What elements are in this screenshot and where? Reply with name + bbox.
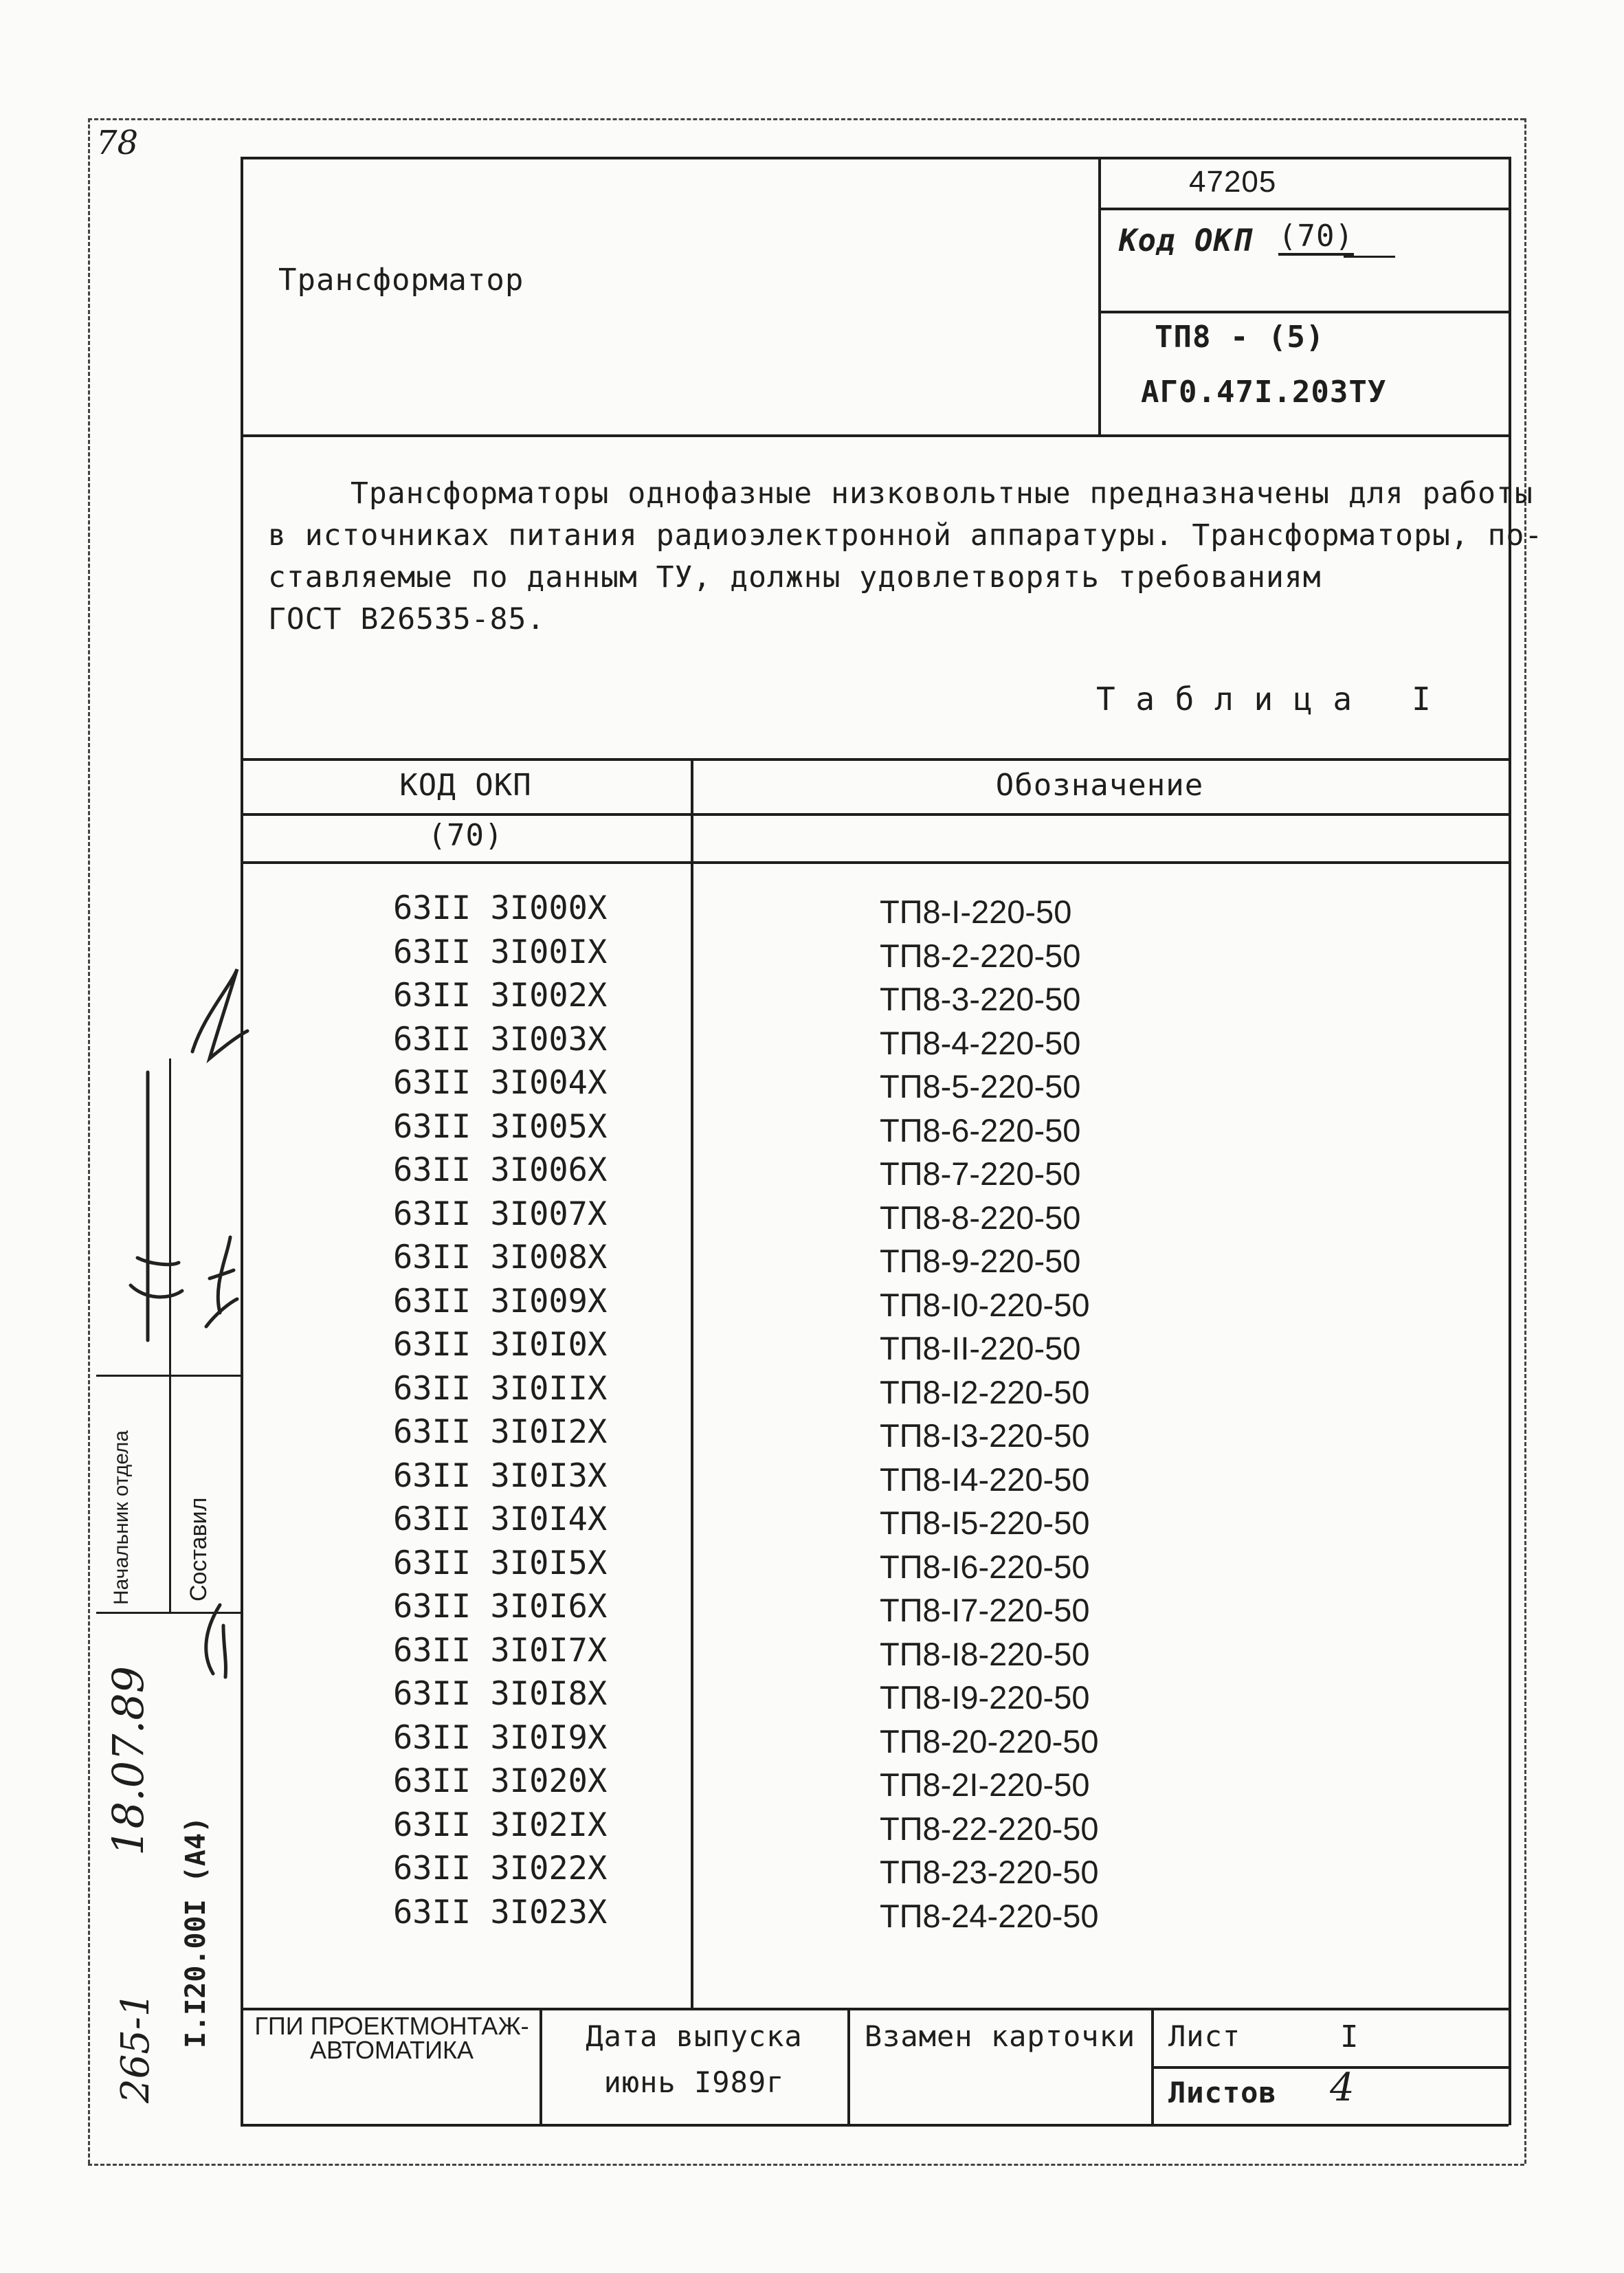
row-designation: ТП8-2-220-50 bbox=[880, 937, 1081, 974]
footer-divider-2 bbox=[847, 2008, 850, 2125]
product-title: Трансформатор bbox=[278, 263, 524, 298]
signature-mark bbox=[192, 969, 247, 1058]
designation-column bbox=[880, 890, 1099, 1938]
row-code: 63II 3I007X bbox=[393, 1195, 608, 1233]
row-designation: ТП8-8-220-50 bbox=[880, 1199, 1081, 1236]
code-column bbox=[393, 887, 607, 1934]
row-code: 63II 3I0I9X bbox=[393, 1718, 608, 1757]
release-label: Дата выпуска bbox=[586, 2019, 803, 2053]
signature-mark bbox=[206, 1605, 226, 1677]
frame-right-dashed bbox=[1524, 118, 1526, 2164]
row-code: 63II 3I0I0X bbox=[393, 1326, 608, 1364]
row-code: 63II 3I005X bbox=[393, 1107, 608, 1146]
row-designation: ТП8-23-220-50 bbox=[880, 1854, 1099, 1890]
row-code: 63II 3I0I4X bbox=[393, 1500, 608, 1538]
organization: ГПИ ПРОЕКТМОНТАЖ- АВТОМАТИКА bbox=[254, 2012, 529, 2064]
row-designation: ТП8-I9-220-50 bbox=[880, 1679, 1090, 1716]
row-code: 63II 3I0I3X bbox=[393, 1456, 608, 1495]
row-designation: ТП8-2I-220-50 bbox=[880, 1766, 1090, 1803]
row-designation: ТП8-I6-220-50 bbox=[880, 1548, 1090, 1585]
okp-label: Код ОКП bbox=[1119, 223, 1252, 258]
row-code: 63II 3I02IX bbox=[393, 1806, 608, 1844]
type-designation: ТП8 - (5) bbox=[1155, 320, 1325, 355]
signature-date: 18.07.89 bbox=[103, 1665, 153, 1856]
row-code: 63II 3I006X bbox=[393, 1151, 608, 1189]
row-designation: ТП8-I3-220-50 bbox=[880, 1417, 1090, 1454]
row-designation: ТП8-I0-220-50 bbox=[880, 1286, 1090, 1323]
composer-label: Составил bbox=[186, 1497, 212, 1601]
description-line: в источниках питания радиоэлектронной аппаратуры. Трансформаторы, по- bbox=[268, 518, 1544, 553]
header-rule-1 bbox=[1098, 208, 1509, 210]
col-code-header: КОД ОКП bbox=[399, 768, 532, 803]
spec-number: АГ0.47I.203ТУ bbox=[1141, 375, 1387, 410]
table-caption: Т а б л и ц а I bbox=[1096, 680, 1432, 718]
row-designation: ТП8-3-220-50 bbox=[880, 981, 1081, 1017]
row-code: 63II 3I0I7X bbox=[393, 1631, 608, 1670]
description bbox=[268, 473, 1544, 641]
release-date: июнь I989г bbox=[603, 2065, 785, 2099]
row-designation: ТП8-II-220-50 bbox=[880, 1330, 1081, 1366]
footer-top-rule bbox=[241, 2008, 1509, 2010]
table-subheader-rule bbox=[241, 861, 1509, 864]
row-designation: ТП8-20-220-50 bbox=[880, 1722, 1099, 1760]
row-designation: ТП8-5-220-50 bbox=[880, 1068, 1081, 1105]
footer-divider-1 bbox=[540, 2008, 542, 2125]
form-code: I.I20.00I (А4) bbox=[180, 1816, 212, 2048]
header-rule-2 bbox=[1098, 311, 1509, 313]
row-designation: ТП8-4-220-50 bbox=[880, 1024, 1081, 1061]
row-code: 63II 3I020X bbox=[393, 1762, 608, 1800]
row-code: 63II 3I003X bbox=[393, 1020, 608, 1058]
row-code: 63II 3I004X bbox=[393, 1064, 608, 1102]
table-top-rule bbox=[241, 758, 1509, 761]
table-column-divider bbox=[691, 758, 693, 2008]
table-header-rule bbox=[241, 813, 1509, 816]
row-designation: ТП8-I4-220-50 bbox=[880, 1461, 1090, 1498]
row-code: 63II 3I0I8X bbox=[393, 1675, 608, 1713]
row-designation: ТП8-6-220-50 bbox=[880, 1111, 1081, 1149]
col-name-header: Обозначение bbox=[995, 768, 1204, 803]
okp-code: (70) bbox=[1278, 219, 1354, 254]
signature-mark bbox=[206, 1237, 237, 1327]
description-line: Трансформаторы однофазные низковольтные предназначены для работы bbox=[351, 476, 1533, 511]
sheets-value: 4 bbox=[1330, 2065, 1355, 2110]
row-code: 63II 3I023X bbox=[393, 1893, 608, 1931]
row-designation: ТП8-22-220-50 bbox=[880, 1810, 1099, 1847]
row-code: 63II 3I000X bbox=[393, 889, 608, 927]
row-designation: ТП8-I8-220-50 bbox=[880, 1635, 1090, 1672]
col-code-subheader: (70) bbox=[427, 818, 504, 853]
signature-mark bbox=[137, 1258, 179, 1265]
row-designation: ТП8-7-220-50 bbox=[880, 1155, 1081, 1192]
row-designation: ТП8-I2-220-50 bbox=[880, 1373, 1090, 1410]
row-code: 63II 3I0I5X bbox=[393, 1544, 608, 1582]
row-code: 63II 3I008X bbox=[393, 1239, 608, 1276]
sheet-label: Лист bbox=[1168, 2019, 1241, 2053]
okp-underline-tail bbox=[1344, 256, 1395, 258]
description-line: ГОСТ В26535-85. bbox=[268, 602, 546, 636]
head-of-department-label: Начальник отдела bbox=[110, 1430, 133, 1605]
document-number: 47205 bbox=[1189, 165, 1277, 199]
header-bottom-rule bbox=[241, 434, 1509, 437]
row-code: 63II 3I0I6X bbox=[393, 1588, 608, 1626]
card-top-border bbox=[241, 157, 1509, 159]
row-designation: ТП8-9-220-50 bbox=[880, 1243, 1081, 1279]
frame-top-dashed bbox=[88, 118, 1524, 120]
row-code: 63II 3I0IIX bbox=[393, 1369, 608, 1408]
signature-mark bbox=[131, 1285, 182, 1297]
row-code: 63II 3I022X bbox=[393, 1850, 608, 1887]
row-code: 63II 3I0I2X bbox=[393, 1413, 608, 1451]
card-right-border bbox=[1509, 157, 1511, 2125]
handwritten-signatures bbox=[89, 955, 254, 1746]
row-code: 63II 3I002X bbox=[393, 977, 608, 1014]
sheets-label: Листов bbox=[1168, 2076, 1277, 2109]
row-designation: ТП8-24-220-50 bbox=[880, 1897, 1099, 1934]
row-code: 63II 3I009X bbox=[393, 1282, 608, 1320]
sheet-value: I bbox=[1340, 2019, 1359, 2054]
card-bottom-border bbox=[241, 2124, 1509, 2127]
row-code: 63II 3I00IX bbox=[393, 933, 608, 971]
row-designation: ТП8-I-220-50 bbox=[880, 894, 1072, 930]
row-designation: ТП8-I7-220-50 bbox=[880, 1592, 1090, 1628]
description-line: ставляемые по данным ТУ, должны удовлетворять требованиям bbox=[268, 560, 1322, 595]
replaces-label: Взамен карточки bbox=[864, 2019, 1136, 2053]
header-divider bbox=[1098, 157, 1101, 436]
page-number: 78 bbox=[96, 124, 139, 162]
row-designation: ТП8-I5-220-50 bbox=[880, 1505, 1090, 1541]
archive-number: 265-1 bbox=[113, 1992, 158, 2103]
frame-bottom-dashed bbox=[88, 2164, 1524, 2166]
